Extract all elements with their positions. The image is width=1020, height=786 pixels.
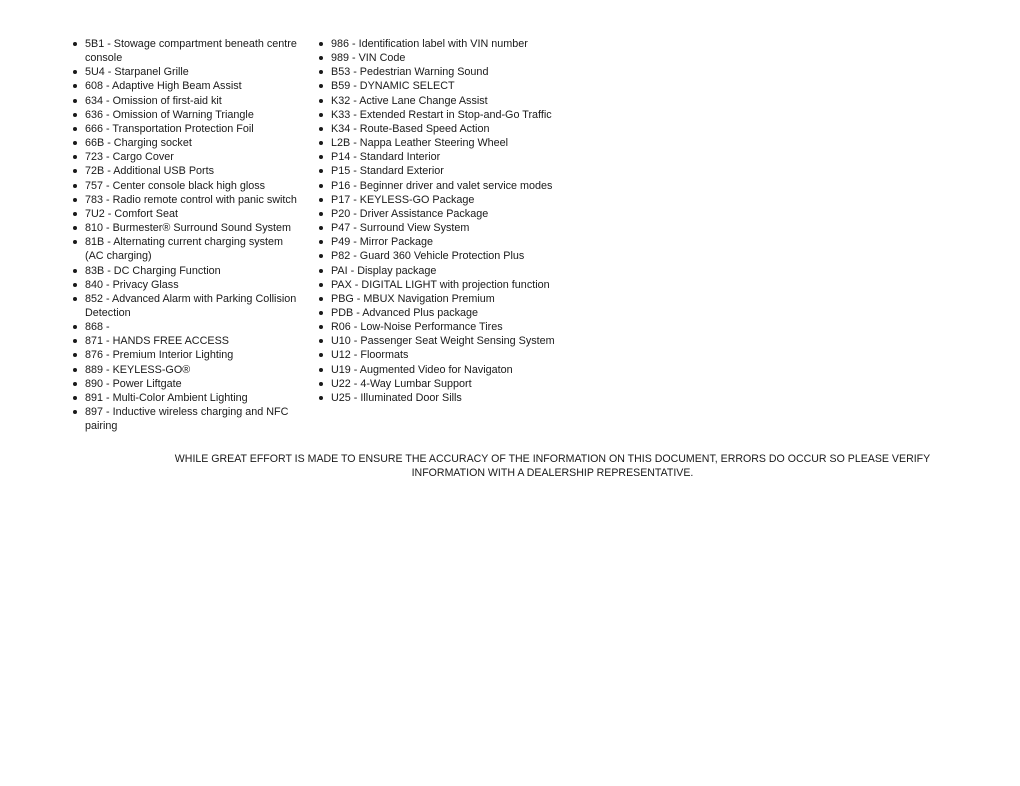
option-item: 81B - Alternating current charging system (AC charging)	[73, 235, 303, 263]
option-item: 810 - Burmester® Surround Sound System	[73, 221, 303, 235]
option-item: U12 - Floormats	[319, 348, 579, 362]
option-item: PDB - Advanced Plus package	[319, 306, 579, 320]
option-item: 840 - Privacy Glass	[73, 278, 303, 292]
option-item: P15 - Standard Exterior	[319, 164, 579, 178]
option-item: 608 - Adaptive High Beam Assist	[73, 79, 303, 93]
option-item: K33 - Extended Restart in Stop-and-Go Traffic	[319, 108, 579, 122]
option-item: 72B - Additional USB Ports	[73, 164, 303, 178]
option-item: P14 - Standard Interior	[319, 150, 579, 164]
option-item: 889 - KEYLESS-GO®	[73, 363, 303, 377]
option-item: B53 - Pedestrian Warning Sound	[319, 65, 579, 79]
option-item: P20 - Driver Assistance Package	[319, 207, 579, 221]
option-item: P17 - KEYLESS-GO Package	[319, 193, 579, 207]
disclaimer: WHILE GREAT EFFORT IS MADE TO ENSURE THE ACCURACY OF THE INFORMATION ON THIS DOCUMENT, ERRORS DO OCCUR SO PLEASE VERIFY INFORMATION WITH A DEALERSHIP REPRESENTATIVE.	[174, 453, 931, 479]
option-item: 83B - DC Charging Function	[73, 264, 303, 278]
option-item: 989 - VIN Code	[319, 51, 579, 65]
option-item: 986 - Identification label with VIN number	[319, 37, 579, 51]
option-item: 636 - Omission of Warning Triangle	[73, 108, 303, 122]
option-item: PAI - Display package	[319, 264, 579, 278]
option-item: 7U2 - Comfort Seat	[73, 207, 303, 221]
option-item: PAX - DIGITAL LIGHT with projection function	[319, 278, 579, 292]
option-item: P16 - Beginner driver and valet service modes	[319, 179, 579, 193]
option-item: 891 - Multi-Color Ambient Lighting	[73, 391, 303, 405]
option-item: U10 - Passenger Seat Weight Sensing System	[319, 334, 579, 348]
option-item: 871 - HANDS FREE ACCESS	[73, 334, 303, 348]
option-item: P47 - Surround View System	[319, 221, 579, 235]
option-item: P49 - Mirror Package	[319, 235, 579, 249]
option-item: 890 - Power Liftgate	[73, 377, 303, 391]
option-item: L2B - Nappa Leather Steering Wheel	[319, 136, 579, 150]
option-item: 897 - Inductive wireless charging and NFC pairing	[73, 405, 303, 433]
option-item: 634 - Omission of first-aid kit	[73, 94, 303, 108]
option-item: 666 - Transportation Protection Foil	[73, 122, 303, 136]
option-item: P82 - Guard 360 Vehicle Protection Plus	[319, 249, 579, 263]
option-item: 723 - Cargo Cover	[73, 150, 303, 164]
option-item: K32 - Active Lane Change Assist	[319, 94, 579, 108]
option-item: 783 - Radio remote control with panic switch	[73, 193, 303, 207]
option-item: U25 - Illuminated Door Sills	[319, 391, 579, 405]
option-item: 852 - Advanced Alarm with Parking Collision Detection	[73, 292, 303, 320]
option-item: 66B - Charging socket	[73, 136, 303, 150]
options-list-left	[73, 37, 303, 433]
options-list-right	[319, 37, 579, 405]
option-item: PBG - MBUX Navigation Premium	[319, 292, 579, 306]
option-item: K34 - Route-Based Speed Action	[319, 122, 579, 136]
option-item: R06 - Low-Noise Performance Tires	[319, 320, 579, 334]
option-item: U22 - 4-Way Lumbar Support	[319, 377, 579, 391]
option-item: U19 - Augmented Video for Navigaton	[319, 363, 579, 377]
option-item: B59 - DYNAMIC SELECT	[319, 79, 579, 93]
option-item: 5U4 - Starpanel Grille	[73, 65, 303, 79]
option-item: 5B1 - Stowage compartment beneath centre console	[73, 37, 303, 65]
option-item: 868 -	[73, 320, 303, 334]
option-item: 876 - Premium Interior Lighting	[73, 348, 303, 362]
option-item: 757 - Center console black high gloss	[73, 179, 303, 193]
